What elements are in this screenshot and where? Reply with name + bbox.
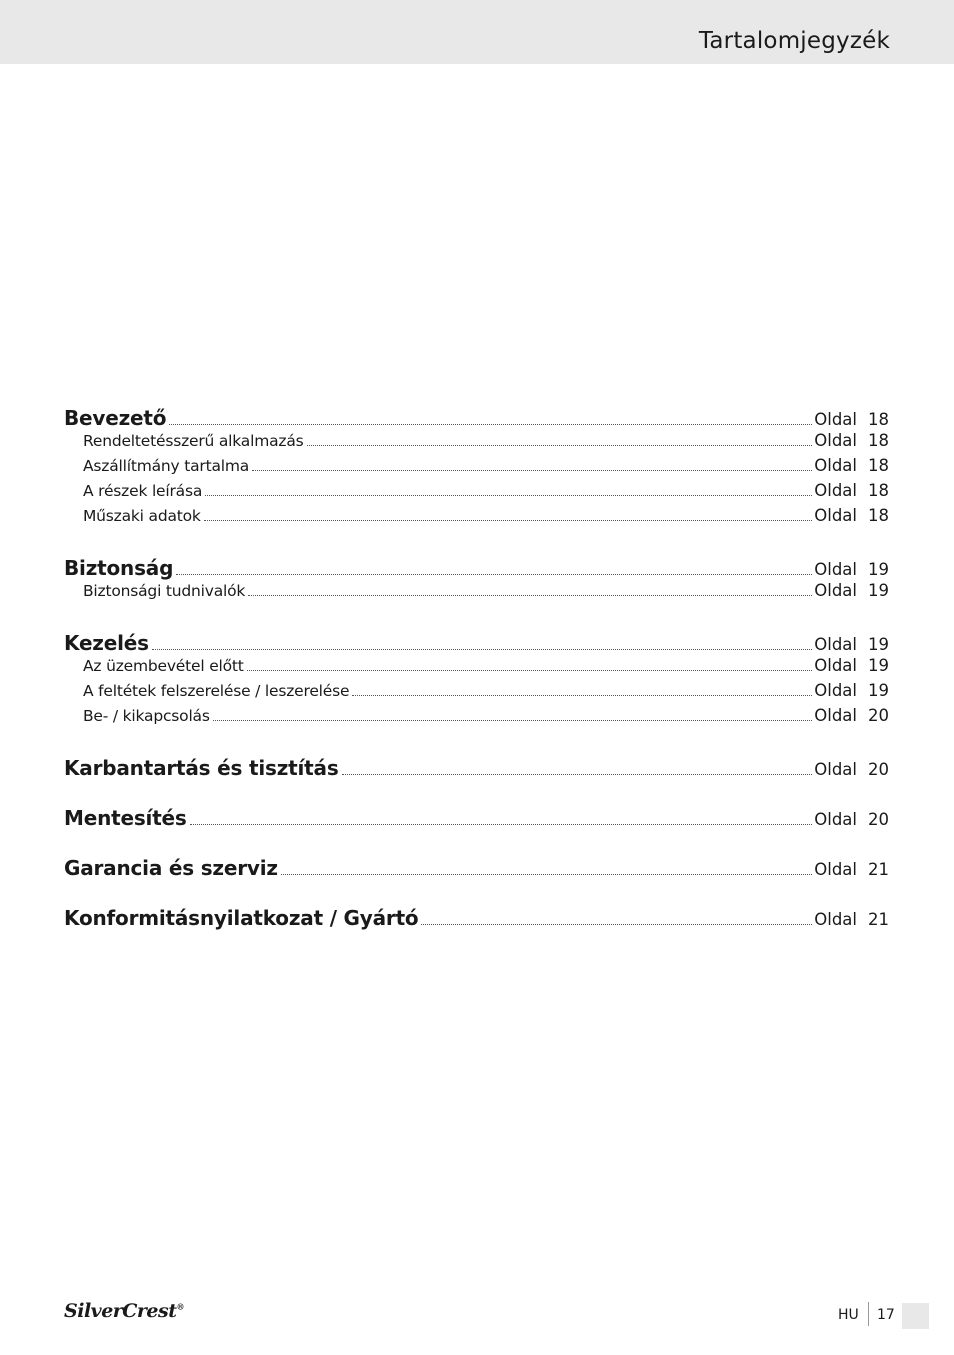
- dot-leader: [252, 470, 812, 471]
- toc-page-number: 21: [868, 860, 889, 879]
- toc-item-row: [64, 431, 889, 456]
- toc-page-number: 18: [868, 410, 889, 429]
- toc-page-number: 19: [868, 560, 889, 579]
- footer-tab: [902, 1303, 929, 1329]
- dot-leader: [307, 445, 813, 446]
- toc-section-row: [64, 556, 889, 581]
- page-word: Oldal: [814, 681, 857, 700]
- dot-leader: [342, 774, 813, 775]
- toc-item-row: [64, 581, 889, 606]
- toc-section-title: Karbantartás és tisztítás: [64, 756, 339, 780]
- page-word: Oldal: [814, 810, 857, 829]
- toc-page-number: 21: [868, 910, 889, 929]
- toc-section-title: Garancia és szerviz: [64, 856, 278, 880]
- toc-section-row: [64, 406, 889, 431]
- dot-leader: [281, 874, 812, 875]
- toc-page-number: 19: [868, 635, 889, 654]
- toc-section-row: [64, 856, 889, 881]
- toc-page-number: 20: [868, 810, 889, 829]
- dot-leader: [248, 595, 812, 596]
- dot-leader: [190, 824, 813, 825]
- footer-divider: [868, 1302, 869, 1326]
- page-word: Oldal: [814, 581, 857, 600]
- page-word: Oldal: [814, 910, 857, 929]
- dot-leader: [169, 424, 812, 425]
- page-word: Oldal: [814, 860, 857, 879]
- toc-section-title: Biztonság: [64, 556, 174, 580]
- toc-page-number: 18: [868, 431, 889, 450]
- toc-section-title: Konformitásnyilatkozat / Gyártó: [64, 906, 419, 930]
- dot-leader: [176, 574, 812, 575]
- toc-item-label: Az üzembevétel előtt: [83, 657, 244, 675]
- dot-leader: [204, 520, 813, 521]
- toc-page-number: 20: [868, 706, 889, 725]
- toc-section-title: Bevezető: [64, 406, 167, 430]
- toc-section-row: [64, 806, 889, 831]
- toc-item-row: [64, 456, 889, 481]
- toc-item-label: Be- / kikapcsolás: [83, 707, 210, 725]
- page-word: Oldal: [814, 410, 857, 429]
- dot-leader: [152, 649, 812, 650]
- dot-leader: [205, 495, 812, 496]
- toc-item-label: A részek leírása: [83, 482, 203, 500]
- page-number: 17: [877, 1307, 895, 1323]
- toc-page-number: 18: [868, 506, 889, 525]
- toc-section-title: Kezelés: [64, 631, 149, 655]
- language-code: HU: [838, 1307, 859, 1323]
- toc-item-row: [64, 481, 889, 506]
- toc-page-number: 18: [868, 456, 889, 475]
- toc-page-number: 19: [868, 656, 889, 675]
- toc-page-number: 19: [868, 581, 889, 600]
- dot-leader: [213, 720, 813, 721]
- toc-item-label: Rendeltetésszerű alkalmazás: [83, 432, 304, 450]
- page-word: Oldal: [814, 431, 857, 450]
- page-word: Oldal: [814, 506, 857, 525]
- brand-logo-text: SilverCrest: [64, 1300, 177, 1322]
- page-word: Oldal: [814, 635, 857, 654]
- toc-item-row: [64, 656, 889, 681]
- page-word: Oldal: [814, 481, 857, 500]
- toc-item-row: [64, 706, 889, 731]
- toc-page-number: 19: [868, 681, 889, 700]
- page-title: Tartalomjegyzék: [698, 28, 890, 54]
- page-word: Oldal: [814, 706, 857, 725]
- toc-section-title: Mentesítés: [64, 806, 187, 830]
- toc-item-label: Műszaki adatok: [83, 507, 201, 525]
- page-word: Oldal: [814, 760, 857, 779]
- page-word: Oldal: [814, 656, 857, 675]
- toc-page-number: 18: [868, 481, 889, 500]
- toc-item-label: A feltétek felszerelése / leszerelése: [83, 682, 350, 700]
- toc-item-row: [64, 681, 889, 706]
- toc-page-number: 20: [868, 760, 889, 779]
- toc-item-label: Biztonsági tudnivalók: [83, 582, 246, 600]
- toc-item-label: Aszállítmány tartalma: [83, 457, 250, 475]
- toc-item-row: [64, 506, 889, 531]
- dot-leader: [352, 695, 812, 696]
- toc-section-row: [64, 756, 889, 781]
- page-word: Oldal: [814, 456, 857, 475]
- toc-section-row: [64, 631, 889, 656]
- dot-leader: [247, 670, 813, 671]
- toc-section-row: [64, 906, 889, 931]
- registered-mark: ®: [176, 1301, 184, 1312]
- dot-leader: [421, 924, 812, 925]
- brand-logo: [64, 1300, 184, 1322]
- table-of-contents: [64, 406, 889, 931]
- page-word: Oldal: [814, 560, 857, 579]
